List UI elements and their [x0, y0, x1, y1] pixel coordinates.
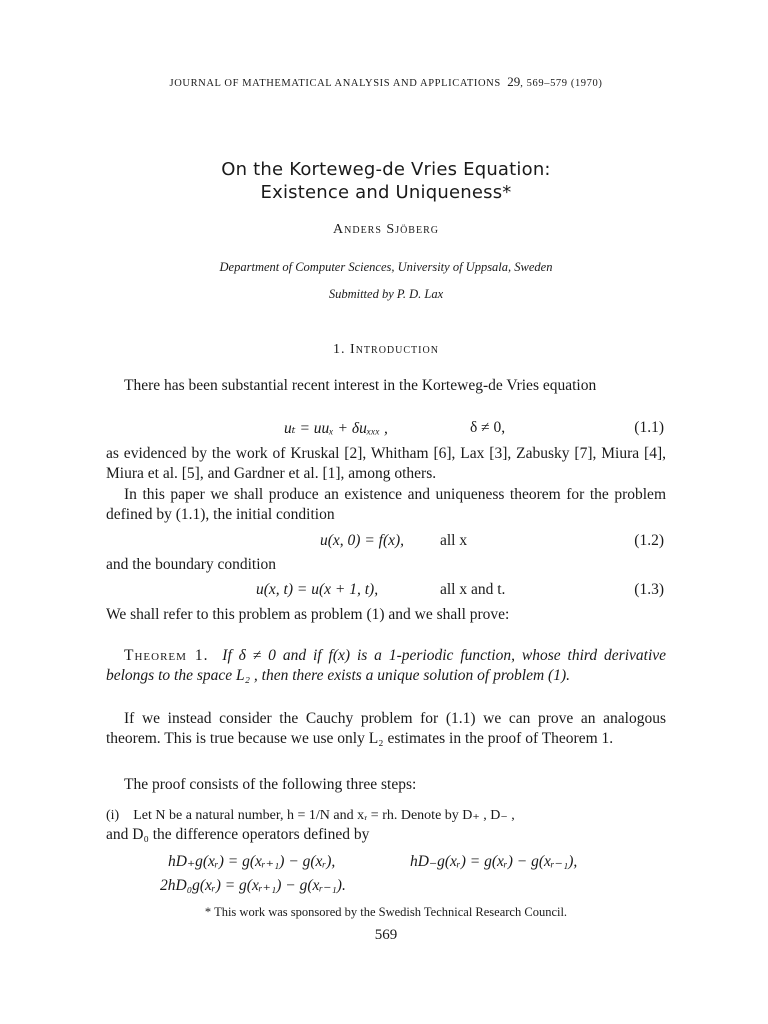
- page-number: 569: [374, 927, 398, 943]
- running-head: JOURNAL OF MATHEMATICAL ANALYSIS AND APPLICATIONS 29, 569–579 (1970): [169, 74, 603, 89]
- intro-paragraph-2: as evidenced by the work of Kruskal [2], Whitham [6], Lax [3], Zabusky [7], Miura [4], Miura et al. [5], and Gardner et al. [1], among others.: [106, 445, 666, 482]
- theorem-label: Theorem 1.: [124, 647, 209, 664]
- equation-1-1-body: uₜ = uuₓ + δuₓₓₓ ,: [284, 420, 388, 437]
- equation-1-3-body: u(x, t) = u(x + 1, t),: [256, 581, 379, 598]
- equation-1-1-number: (1.1): [634, 419, 664, 436]
- equation-1-2: [106, 532, 666, 552]
- intro-paragraph-1: There has been substantial recent interest in the Korteweg-de Vries equation: [124, 377, 597, 394]
- difference-operators-line-2: [106, 876, 666, 896]
- equation-1-3-condition: all x and t.: [440, 581, 506, 598]
- cauchy-paragraph: If we instead consider the Cauchy problem for (1.1) we can prove an analogous theorem. This is true because we use only L₂ estimates in the proof of Theorem 1.: [106, 710, 666, 747]
- equation-1-3-number: (1.3): [634, 581, 664, 598]
- backward-difference: hD₋g(xᵣ) = g(xᵣ) − g(xᵣ₋₁),: [410, 853, 578, 870]
- volume-number: 29: [507, 74, 521, 89]
- equation-1-2-number: (1.2): [634, 532, 664, 549]
- equation-1-3: [106, 581, 666, 601]
- title-line-1: On the Korteweg-de Vries Equation:: [221, 159, 551, 180]
- equation-1-1-condition: δ ≠ 0,: [470, 419, 506, 436]
- page-range: 569–579 (1970): [526, 78, 603, 89]
- difference-operators-line-1: [106, 852, 666, 872]
- intro-paragraph-3: In this paper we shall produce an existence and uniqueness theorem for the problem defined by (1.1), the initial condition: [106, 486, 666, 523]
- step-1-line-1: (i) Let N be a natural number, h = 1/N and xᵣ = rh. Denote by D₊ , D₋ ,: [106, 808, 515, 823]
- submitted-by: Submitted by P. D. Lax: [328, 287, 444, 301]
- equation-1-1: [106, 419, 666, 439]
- central-difference: 2hD₀g(xᵣ) = g(xᵣ₊₁) − g(xᵣ₋₁).: [160, 877, 346, 894]
- intro-paragraph-5: We shall refer to this problem as problem (1) and we shall prove:: [106, 606, 510, 623]
- author-name: Anders Sjöberg: [333, 222, 439, 237]
- paper-title: [106, 158, 666, 204]
- forward-difference: hD₊g(xᵣ) = g(xᵣ₊₁) − g(xᵣ),: [168, 853, 336, 870]
- title-line-2: Existence and Uniqueness*: [260, 182, 512, 203]
- theorem-statement: If δ ≠ 0 and if f(x) is a 1-periodic function, whose third derivative belongs to the space L₂ , then there exists a unique solution of problem (1).: [106, 647, 667, 684]
- intro-paragraph-4: and the boundary condition: [106, 556, 277, 573]
- theorem-1: [106, 646, 666, 686]
- step-1-line-2: and D₀ the difference operators defined by: [106, 826, 370, 843]
- author-affiliation: Department of Computer Sciences, University of Uppsala, Sweden: [219, 260, 553, 274]
- journal-name: JOURNAL OF MATHEMATICAL ANALYSIS AND APPLICATIONS: [169, 78, 501, 89]
- equation-1-2-condition: all x: [440, 532, 468, 549]
- footnote: * This work was sponsored by the Swedish Technical Research Council.: [204, 905, 568, 919]
- steps-intro: The proof consists of the following three steps:: [124, 776, 417, 793]
- section-heading: 1. Introduction: [333, 342, 439, 357]
- equation-1-2-body: u(x, 0) = f(x),: [320, 532, 405, 549]
